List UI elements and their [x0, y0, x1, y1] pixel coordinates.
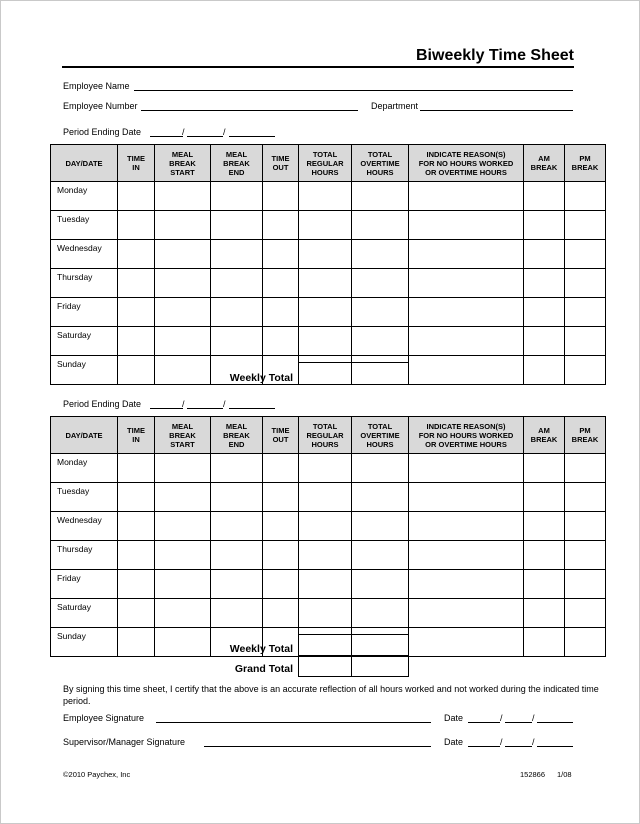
table-row	[51, 454, 606, 483]
day-cell: Tuesday	[51, 483, 118, 512]
period-month-field[interactable]	[150, 136, 183, 137]
table-row	[51, 599, 606, 628]
entry-cell[interactable]	[565, 356, 606, 385]
entry-cell[interactable]	[211, 512, 263, 541]
date-slash: /	[500, 737, 503, 747]
entry-cell[interactable]	[352, 570, 409, 599]
period-day-field[interactable]	[187, 136, 223, 137]
column-header: TIME IN	[118, 145, 155, 182]
entry-cell[interactable]	[524, 182, 565, 211]
entry-cell[interactable]	[155, 512, 211, 541]
entry-cell[interactable]	[352, 454, 409, 483]
entry-cell[interactable]	[524, 628, 565, 657]
entry-cell[interactable]	[565, 541, 606, 570]
employee-date-day[interactable]	[505, 722, 532, 723]
timesheet-table-week-2	[50, 416, 606, 657]
timesheet-table-week-1	[50, 144, 606, 385]
entry-cell[interactable]	[211, 454, 263, 483]
date-slash: /	[500, 713, 503, 723]
column-header: DAY/DATE	[51, 417, 118, 454]
entry-cell[interactable]	[524, 356, 565, 385]
entry-cell[interactable]	[409, 454, 524, 483]
entry-cell[interactable]	[409, 541, 524, 570]
entry-cell[interactable]	[155, 541, 211, 570]
column-header: AM BREAK	[524, 145, 565, 182]
entry-cell[interactable]	[409, 182, 524, 211]
entry-cell[interactable]	[299, 454, 352, 483]
entry-cell[interactable]	[299, 211, 352, 240]
entry-cell[interactable]	[118, 211, 155, 240]
column-header: INDICATE REASON(S) FOR NO HOURS WORKED OR OVERTIME HOURS	[409, 145, 524, 182]
entry-cell[interactable]	[565, 599, 606, 628]
entry-cell[interactable]	[409, 298, 524, 327]
supervisor-date-year[interactable]	[537, 746, 573, 747]
date-slash: /	[532, 713, 535, 723]
entry-cell[interactable]	[263, 211, 299, 240]
entry-cell[interactable]	[352, 240, 409, 269]
employee-signature-label: Employee Signature	[63, 713, 145, 723]
weekly-total-label: Weekly Total	[229, 643, 293, 655]
entry-cell[interactable]	[565, 211, 606, 240]
entry-cell[interactable]	[155, 454, 211, 483]
table-row	[51, 570, 606, 599]
column-header: DAY/DATE	[51, 145, 118, 182]
entry-cell[interactable]	[409, 327, 524, 356]
entry-cell[interactable]	[263, 182, 299, 211]
entry-cell[interactable]	[118, 483, 155, 512]
table-row	[51, 298, 606, 327]
column-header: MEAL BREAK START	[155, 417, 211, 454]
entry-cell[interactable]	[263, 570, 299, 599]
table-row	[51, 240, 606, 269]
entry-cell[interactable]	[565, 269, 606, 298]
date-slash: /	[223, 399, 226, 409]
entry-cell[interactable]	[211, 570, 263, 599]
entry-cell[interactable]	[155, 483, 211, 512]
entry-cell[interactable]	[352, 298, 409, 327]
day-cell: Monday	[51, 182, 118, 211]
entry-cell[interactable]	[299, 512, 352, 541]
day-cell: Sunday	[51, 356, 118, 385]
entry-cell[interactable]	[211, 327, 263, 356]
entry-cell[interactable]	[409, 512, 524, 541]
entry-cell[interactable]	[565, 483, 606, 512]
entry-cell[interactable]	[524, 599, 565, 628]
grand-total-label: Grand Total	[234, 663, 293, 675]
entry-cell[interactable]	[118, 327, 155, 356]
day-cell: Friday	[51, 570, 118, 599]
entry-cell[interactable]	[352, 599, 409, 628]
entry-cell[interactable]	[524, 240, 565, 269]
column-header: TOTAL REGULAR HOURS	[299, 417, 352, 454]
entry-cell[interactable]	[352, 182, 409, 211]
entry-cell[interactable]	[409, 269, 524, 298]
table-row	[51, 512, 606, 541]
entry-cell[interactable]	[263, 269, 299, 298]
entry-cell[interactable]	[211, 541, 263, 570]
column-header: TIME OUT	[263, 145, 299, 182]
entry-cell[interactable]	[263, 240, 299, 269]
entry-cell[interactable]	[118, 269, 155, 298]
entry-cell[interactable]	[299, 483, 352, 512]
entry-cell[interactable]	[118, 512, 155, 541]
entry-cell[interactable]	[299, 541, 352, 570]
day-cell: Saturday	[51, 599, 118, 628]
day-cell: Wednesday	[51, 512, 118, 541]
entry-cell[interactable]	[524, 512, 565, 541]
table-row	[51, 269, 606, 298]
entry-cell[interactable]	[118, 240, 155, 269]
entry-cell[interactable]	[299, 269, 352, 298]
column-header: AM BREAK	[524, 417, 565, 454]
table-row	[51, 211, 606, 240]
employee-date-month[interactable]	[468, 722, 500, 723]
entry-cell[interactable]	[409, 570, 524, 599]
entry-cell[interactable]	[524, 298, 565, 327]
employee-name-label: Employee Name	[63, 81, 130, 91]
page-title: Biweekly Time Sheet	[416, 47, 574, 64]
entry-cell[interactable]	[565, 570, 606, 599]
header-row	[51, 145, 606, 182]
entry-cell[interactable]	[299, 570, 352, 599]
supervisor-date-day[interactable]	[505, 746, 532, 747]
date-slash: /	[223, 127, 226, 137]
entry-cell[interactable]	[299, 298, 352, 327]
employee-date-year[interactable]	[537, 722, 573, 723]
period-ending-label: Period Ending Date	[63, 399, 142, 409]
entry-cell[interactable]	[211, 599, 263, 628]
copyright: ©2010 Paychex, Inc	[63, 770, 131, 779]
column-header: PM BREAK	[565, 417, 606, 454]
weekly-total-label: Weekly Total	[229, 372, 293, 384]
entry-cell[interactable]	[352, 269, 409, 298]
entry-cell[interactable]	[155, 211, 211, 240]
period-ending-label: Period Ending Date	[63, 127, 142, 137]
day-cell: Thursday	[51, 269, 118, 298]
entry-cell[interactable]	[118, 182, 155, 211]
period-year-field[interactable]	[229, 136, 275, 137]
date-label: Date	[444, 713, 464, 723]
date-slash: /	[532, 737, 535, 747]
header-row	[51, 417, 606, 454]
entry-cell[interactable]	[263, 298, 299, 327]
entry-cell[interactable]	[263, 454, 299, 483]
form-revision: 1/08	[557, 770, 572, 779]
supervisor-signature-label: Supervisor/Manager Signature	[63, 737, 186, 747]
period-month-field[interactable]	[150, 408, 183, 409]
title-rule	[62, 66, 574, 68]
column-header: TOTAL REGULAR HOURS	[299, 145, 352, 182]
entry-cell[interactable]	[524, 269, 565, 298]
table-row	[51, 483, 606, 512]
entry-cell[interactable]	[211, 211, 263, 240]
entry-cell[interactable]	[211, 240, 263, 269]
entry-cell[interactable]	[211, 182, 263, 211]
entry-cell[interactable]	[524, 570, 565, 599]
entry-cell[interactable]	[352, 327, 409, 356]
entry-cell[interactable]	[118, 454, 155, 483]
certification-statement: By signing this time sheet, I certify that the above is an accurate reflection of all hours worked and not worked during the indicated time period.	[63, 684, 599, 706]
entry-cell[interactable]	[409, 483, 524, 512]
column-header: INDICATE REASON(S) FOR NO HOURS WORKED OR OVERTIME HOURS	[409, 417, 524, 454]
entry-cell[interactable]	[565, 454, 606, 483]
entry-cell[interactable]	[565, 240, 606, 269]
entry-cell[interactable]	[155, 182, 211, 211]
entry-cell[interactable]	[409, 599, 524, 628]
entry-cell[interactable]	[155, 240, 211, 269]
weekly-total-boxes	[298, 362, 409, 385]
entry-cell[interactable]	[565, 298, 606, 327]
period-year-field[interactable]	[229, 408, 275, 409]
employee-signature-field[interactable]	[156, 722, 431, 723]
day-cell: Wednesday	[51, 240, 118, 269]
department-field[interactable]	[420, 110, 573, 111]
entry-cell[interactable]	[118, 541, 155, 570]
entry-cell[interactable]	[118, 570, 155, 599]
period-day-field[interactable]	[187, 408, 223, 409]
entry-cell[interactable]	[263, 599, 299, 628]
entry-cell[interactable]	[118, 599, 155, 628]
entry-cell[interactable]	[524, 211, 565, 240]
entry-cell[interactable]	[565, 512, 606, 541]
entry-cell[interactable]	[155, 599, 211, 628]
column-header: MEAL BREAK END	[211, 145, 263, 182]
entry-cell[interactable]	[155, 570, 211, 599]
column-header: PM BREAK	[565, 145, 606, 182]
entry-cell[interactable]	[409, 240, 524, 269]
entry-cell[interactable]	[263, 327, 299, 356]
column-header: TOTAL OVERTIME HOURS	[352, 417, 409, 454]
entry-cell[interactable]	[299, 240, 352, 269]
entry-cell[interactable]	[524, 541, 565, 570]
entry-cell[interactable]	[524, 454, 565, 483]
entry-cell[interactable]	[409, 356, 524, 385]
entry-cell[interactable]	[211, 483, 263, 512]
entry-cell[interactable]	[299, 599, 352, 628]
day-cell: Tuesday	[51, 211, 118, 240]
department-label: Department	[371, 101, 419, 111]
entry-cell[interactable]	[299, 327, 352, 356]
entry-cell[interactable]	[352, 512, 409, 541]
day-cell: Thursday	[51, 541, 118, 570]
entry-cell[interactable]	[565, 182, 606, 211]
entry-cell[interactable]	[352, 541, 409, 570]
entry-cell[interactable]	[299, 182, 352, 211]
entry-cell[interactable]	[352, 483, 409, 512]
table-row	[51, 541, 606, 570]
entry-cell[interactable]	[409, 628, 524, 657]
day-cell: Monday	[51, 454, 118, 483]
employee-number-field[interactable]	[141, 110, 358, 111]
column-header: TIME OUT	[263, 417, 299, 454]
employee-number-label: Employee Number	[63, 101, 138, 111]
entry-cell[interactable]	[155, 327, 211, 356]
entry-cell[interactable]	[211, 269, 263, 298]
form-code: 152866	[520, 770, 546, 779]
column-header: MEAL BREAK END	[211, 417, 263, 454]
table-row	[51, 327, 606, 356]
table-row	[51, 182, 606, 211]
employee-name-field[interactable]	[134, 90, 573, 91]
entry-cell[interactable]	[524, 483, 565, 512]
column-header: MEAL BREAK START	[155, 145, 211, 182]
day-cell: Saturday	[51, 327, 118, 356]
date-label: Date	[444, 737, 464, 747]
column-header: TOTAL OVERTIME HOURS	[352, 145, 409, 182]
entry-cell[interactable]	[118, 298, 155, 327]
entry-cell[interactable]	[263, 483, 299, 512]
supervisor-signature-field[interactable]	[204, 746, 431, 747]
entry-cell[interactable]	[263, 541, 299, 570]
column-header: TIME IN	[118, 417, 155, 454]
date-slash: /	[182, 127, 185, 137]
entry-cell[interactable]	[211, 298, 263, 327]
supervisor-date-month[interactable]	[468, 746, 500, 747]
entry-cell[interactable]	[409, 211, 524, 240]
entry-cell[interactable]	[263, 512, 299, 541]
entry-cell[interactable]	[565, 628, 606, 657]
entry-cell[interactable]	[155, 269, 211, 298]
date-slash: /	[182, 399, 185, 409]
total-boxes	[298, 634, 409, 677]
day-cell: Friday	[51, 298, 118, 327]
entry-cell[interactable]	[565, 327, 606, 356]
entry-cell[interactable]	[352, 211, 409, 240]
entry-cell[interactable]	[155, 298, 211, 327]
day-cell: Sunday	[51, 628, 118, 657]
entry-cell[interactable]	[524, 327, 565, 356]
